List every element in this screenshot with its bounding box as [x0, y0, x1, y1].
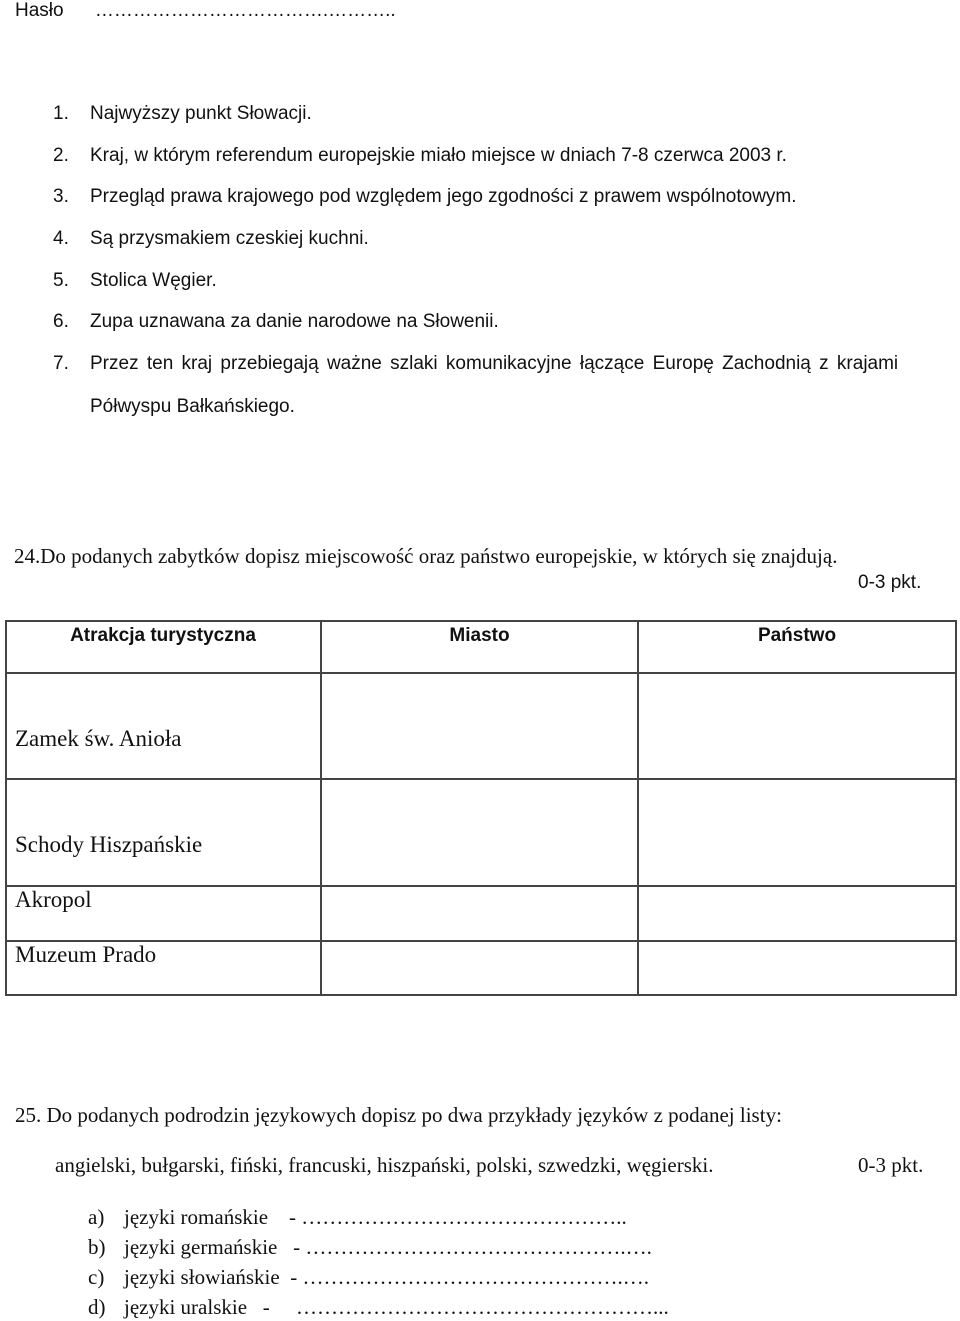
item-letter: b)	[88, 1235, 106, 1259]
table-row-label: Zamek św. Anioła	[15, 726, 182, 751]
column-header-country: Państwo	[757, 625, 837, 646]
clue-item	[0, 311, 960, 337]
task-24-title: 24.Do podanych zabytków dopisz miejscowość oraz państwo europejskie, w których się znajdują.	[14, 544, 838, 568]
clue-number: 4.	[53, 228, 69, 249]
column-header-city: Miasto	[449, 625, 510, 646]
clue-number: 3.	[53, 186, 69, 207]
language-list: angielski, bułgarski, fiński, francuski, hiszpański, polski, szwedzki, węgierski.	[55, 1153, 714, 1177]
haslo-line	[15, 0, 396, 22]
clue-item	[0, 270, 960, 296]
table-border	[5, 994, 957, 996]
column-header-attraction: Atrakcja turystyczna	[70, 625, 256, 646]
table-border	[5, 885, 957, 887]
haslo-label: Hasło	[15, 0, 64, 21]
clue-item-continuation	[0, 396, 960, 422]
item-text: języki słowiańskie - ……………………………………….….	[124, 1265, 649, 1289]
task-25-title: 25. Do podanych podrodzin językowych dopisz po dwa przykłady języków z podanej listy:	[15, 1103, 782, 1127]
haslo-dots: ……………………………….………..	[94, 0, 396, 21]
table-row-label: Schody Hiszpańskie	[15, 832, 203, 857]
clue-text: Zupa uznawana za danie narodowe na Słowenii.	[90, 311, 499, 332]
clue-number: 2.	[53, 145, 69, 166]
clue-number: 6.	[53, 311, 69, 332]
table-border	[320, 620, 322, 996]
item-letter: c)	[88, 1265, 105, 1289]
item-letter: d)	[88, 1295, 106, 1319]
clue-number: 1.	[53, 103, 69, 124]
table-row-label: Akropol	[15, 887, 92, 912]
table-border	[637, 620, 639, 996]
clue-text: Przez ten kraj przebiegają ważne szlaki komunikacyjne łączące Europę Zachodnią z krajami	[90, 353, 899, 374]
item-text: języki germańskie - ……………………………………….….	[124, 1235, 652, 1259]
clue-number: 5.	[53, 270, 69, 291]
task-24-points: 0-3 pkt.	[858, 572, 922, 593]
item-text: języki uralskie - ……………………………………………...	[124, 1295, 669, 1319]
clue-text: Przegląd prawa krajowego pod względem jego zgodności z prawem wspólnotowym.	[90, 186, 797, 207]
clue-text: Stolica Węgier.	[90, 270, 217, 291]
table-row-label: Muzeum Prado	[15, 942, 157, 967]
item-letter: a)	[88, 1205, 105, 1229]
table-border	[5, 620, 7, 996]
clue-item	[0, 228, 960, 254]
task-25-points: 0-3 pkt.	[858, 1153, 924, 1177]
clue-item	[0, 145, 960, 171]
table-border	[5, 778, 957, 780]
clue-text: Najwyższy punkt Słowacji.	[90, 103, 312, 124]
clue-item	[0, 186, 960, 212]
table-border	[955, 620, 957, 996]
clue-text: Półwyspu Bałkańskiego.	[90, 396, 295, 417]
clue-text: Są przysmakiem czeskiej kuchni.	[90, 228, 369, 249]
clue-item	[0, 103, 960, 129]
clue-text: Kraj, w którym referendum europejskie miało miejsce w dniach 7-8 czerwca 2003 r.	[90, 145, 787, 166]
clue-number: 7.	[53, 353, 69, 374]
clue-item	[0, 353, 960, 379]
item-text: języki romańskie - ………………………………………..	[124, 1205, 627, 1229]
